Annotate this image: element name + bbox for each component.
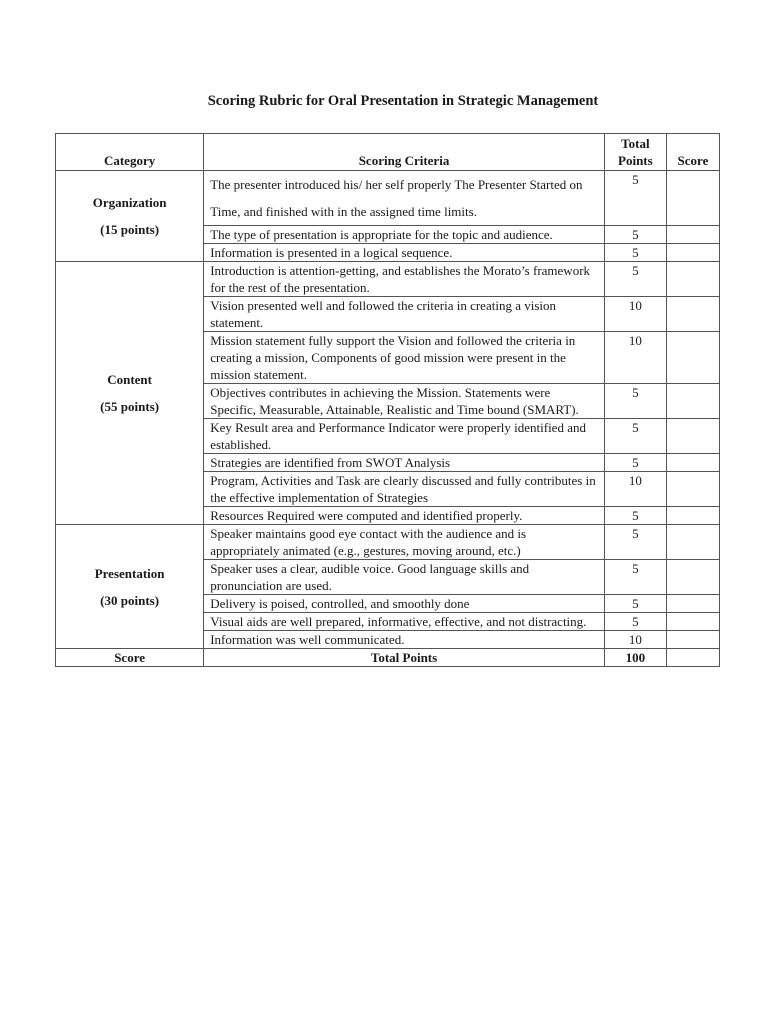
criteria-cell: Program, Activities and Task are clearly discussed and fully contributes in the effective implementation of Strategies xyxy=(204,472,605,507)
header-row xyxy=(56,134,720,171)
footer-score-cell xyxy=(666,649,719,667)
category-name: Presentation xyxy=(94,565,165,581)
criteria-cell: Visual aids are well prepared, informative, effective, and not distracting. xyxy=(204,613,605,631)
points-cell: 5 xyxy=(604,507,666,525)
score-cell xyxy=(666,472,719,507)
points-cell: 5 xyxy=(604,262,666,297)
category-cell-presentation xyxy=(56,525,204,649)
rubric-table xyxy=(55,133,720,667)
category-name: Organization xyxy=(92,195,167,210)
criteria-cell: Speaker maintains good eye contact with the audience and is appropriately animated (e.g., gestures, moving around, etc.) xyxy=(204,525,605,560)
criteria-cell: Mission statement fully support the Vision and followed the criteria in creating a mission, Components of good mission were present in the mission statement. xyxy=(204,332,605,384)
header-score: Score xyxy=(666,134,719,171)
score-cell xyxy=(666,226,719,244)
points-cell: 5 xyxy=(604,525,666,560)
criteria-cell: Key Result area and Performance Indicator were properly identified and established. xyxy=(204,419,605,454)
points-cell: 5 xyxy=(604,226,666,244)
points-cell: 5 xyxy=(604,384,666,419)
score-cell xyxy=(666,595,719,613)
footer-total-value: 100 xyxy=(604,649,666,667)
points-cell: 5 xyxy=(604,595,666,613)
points-cell: 5 xyxy=(604,419,666,454)
score-cell xyxy=(666,560,719,595)
category-cell-content xyxy=(56,262,204,525)
points-cell: 5 xyxy=(604,613,666,631)
score-cell xyxy=(666,332,719,384)
category-points: (15 points) xyxy=(100,222,160,237)
points-cell: 10 xyxy=(604,332,666,384)
table-row xyxy=(56,525,720,560)
footer-total-label: Total Points xyxy=(204,649,605,667)
category-points: (55 points) xyxy=(100,399,160,414)
category-name: Content xyxy=(107,372,152,387)
points-cell: 5 xyxy=(604,560,666,595)
header-criteria: Scoring Criteria xyxy=(204,134,605,171)
score-cell xyxy=(666,384,719,419)
page-title: Scoring Rubric for Oral Presentation in Strategic Management xyxy=(207,93,599,109)
criteria-cell: Information was well communicated. xyxy=(204,631,605,649)
score-cell xyxy=(666,297,719,332)
table-row xyxy=(56,262,720,297)
category-points: (30 points) xyxy=(100,592,160,608)
score-cell xyxy=(666,631,719,649)
criteria-cell: Speaker uses a clear, audible voice. Good language skills and pronunciation are used. xyxy=(204,560,605,595)
score-cell xyxy=(666,171,719,226)
score-cell xyxy=(666,613,719,631)
points-cell: 5 xyxy=(604,244,666,262)
score-cell xyxy=(666,244,719,262)
footer-score-label: Score xyxy=(56,649,204,667)
header-category: Category xyxy=(56,134,204,171)
score-cell xyxy=(666,262,719,297)
criteria-cell: Objectives contributes in achieving the Mission. Statements were Specific, Measurable, Attainable, Realistic and Time bound (SMART). xyxy=(204,384,605,419)
category-cell-organization xyxy=(56,171,204,262)
criteria-cell: Strategies are identified from SWOT Analysis xyxy=(204,454,605,472)
footer-row xyxy=(56,649,720,667)
criteria-cell: Vision presented well and followed the criteria in creating a vision statement. xyxy=(204,297,605,332)
criteria-cell: The presenter introduced his/ her self properly The Presenter Started on Time, and finished with in the assigned time limits. xyxy=(204,171,605,226)
points-cell: 10 xyxy=(604,472,666,507)
header-total-line2: Points xyxy=(618,153,653,168)
criteria-cell: Delivery is poised, controlled, and smoothly done xyxy=(204,595,605,613)
points-cell: 5 xyxy=(604,171,666,226)
header-total-line1: Total xyxy=(621,136,650,151)
criteria-cell: Introduction is attention-getting, and establishes the Morato’s framework for the rest of the presentation. xyxy=(204,262,605,297)
criteria-cell: Resources Required were computed and identified properly. xyxy=(204,507,605,525)
criteria-cell: The type of presentation is appropriate for the topic and audience. xyxy=(204,226,605,244)
score-cell xyxy=(666,507,719,525)
points-cell: 5 xyxy=(604,454,666,472)
header-total-points xyxy=(604,134,666,171)
score-cell xyxy=(666,525,719,560)
score-cell xyxy=(666,454,719,472)
points-cell: 10 xyxy=(604,297,666,332)
table-row xyxy=(56,171,720,226)
criteria-cell: Information is presented in a logical sequence. xyxy=(204,244,605,262)
score-cell xyxy=(666,419,719,454)
points-cell: 10 xyxy=(604,631,666,649)
